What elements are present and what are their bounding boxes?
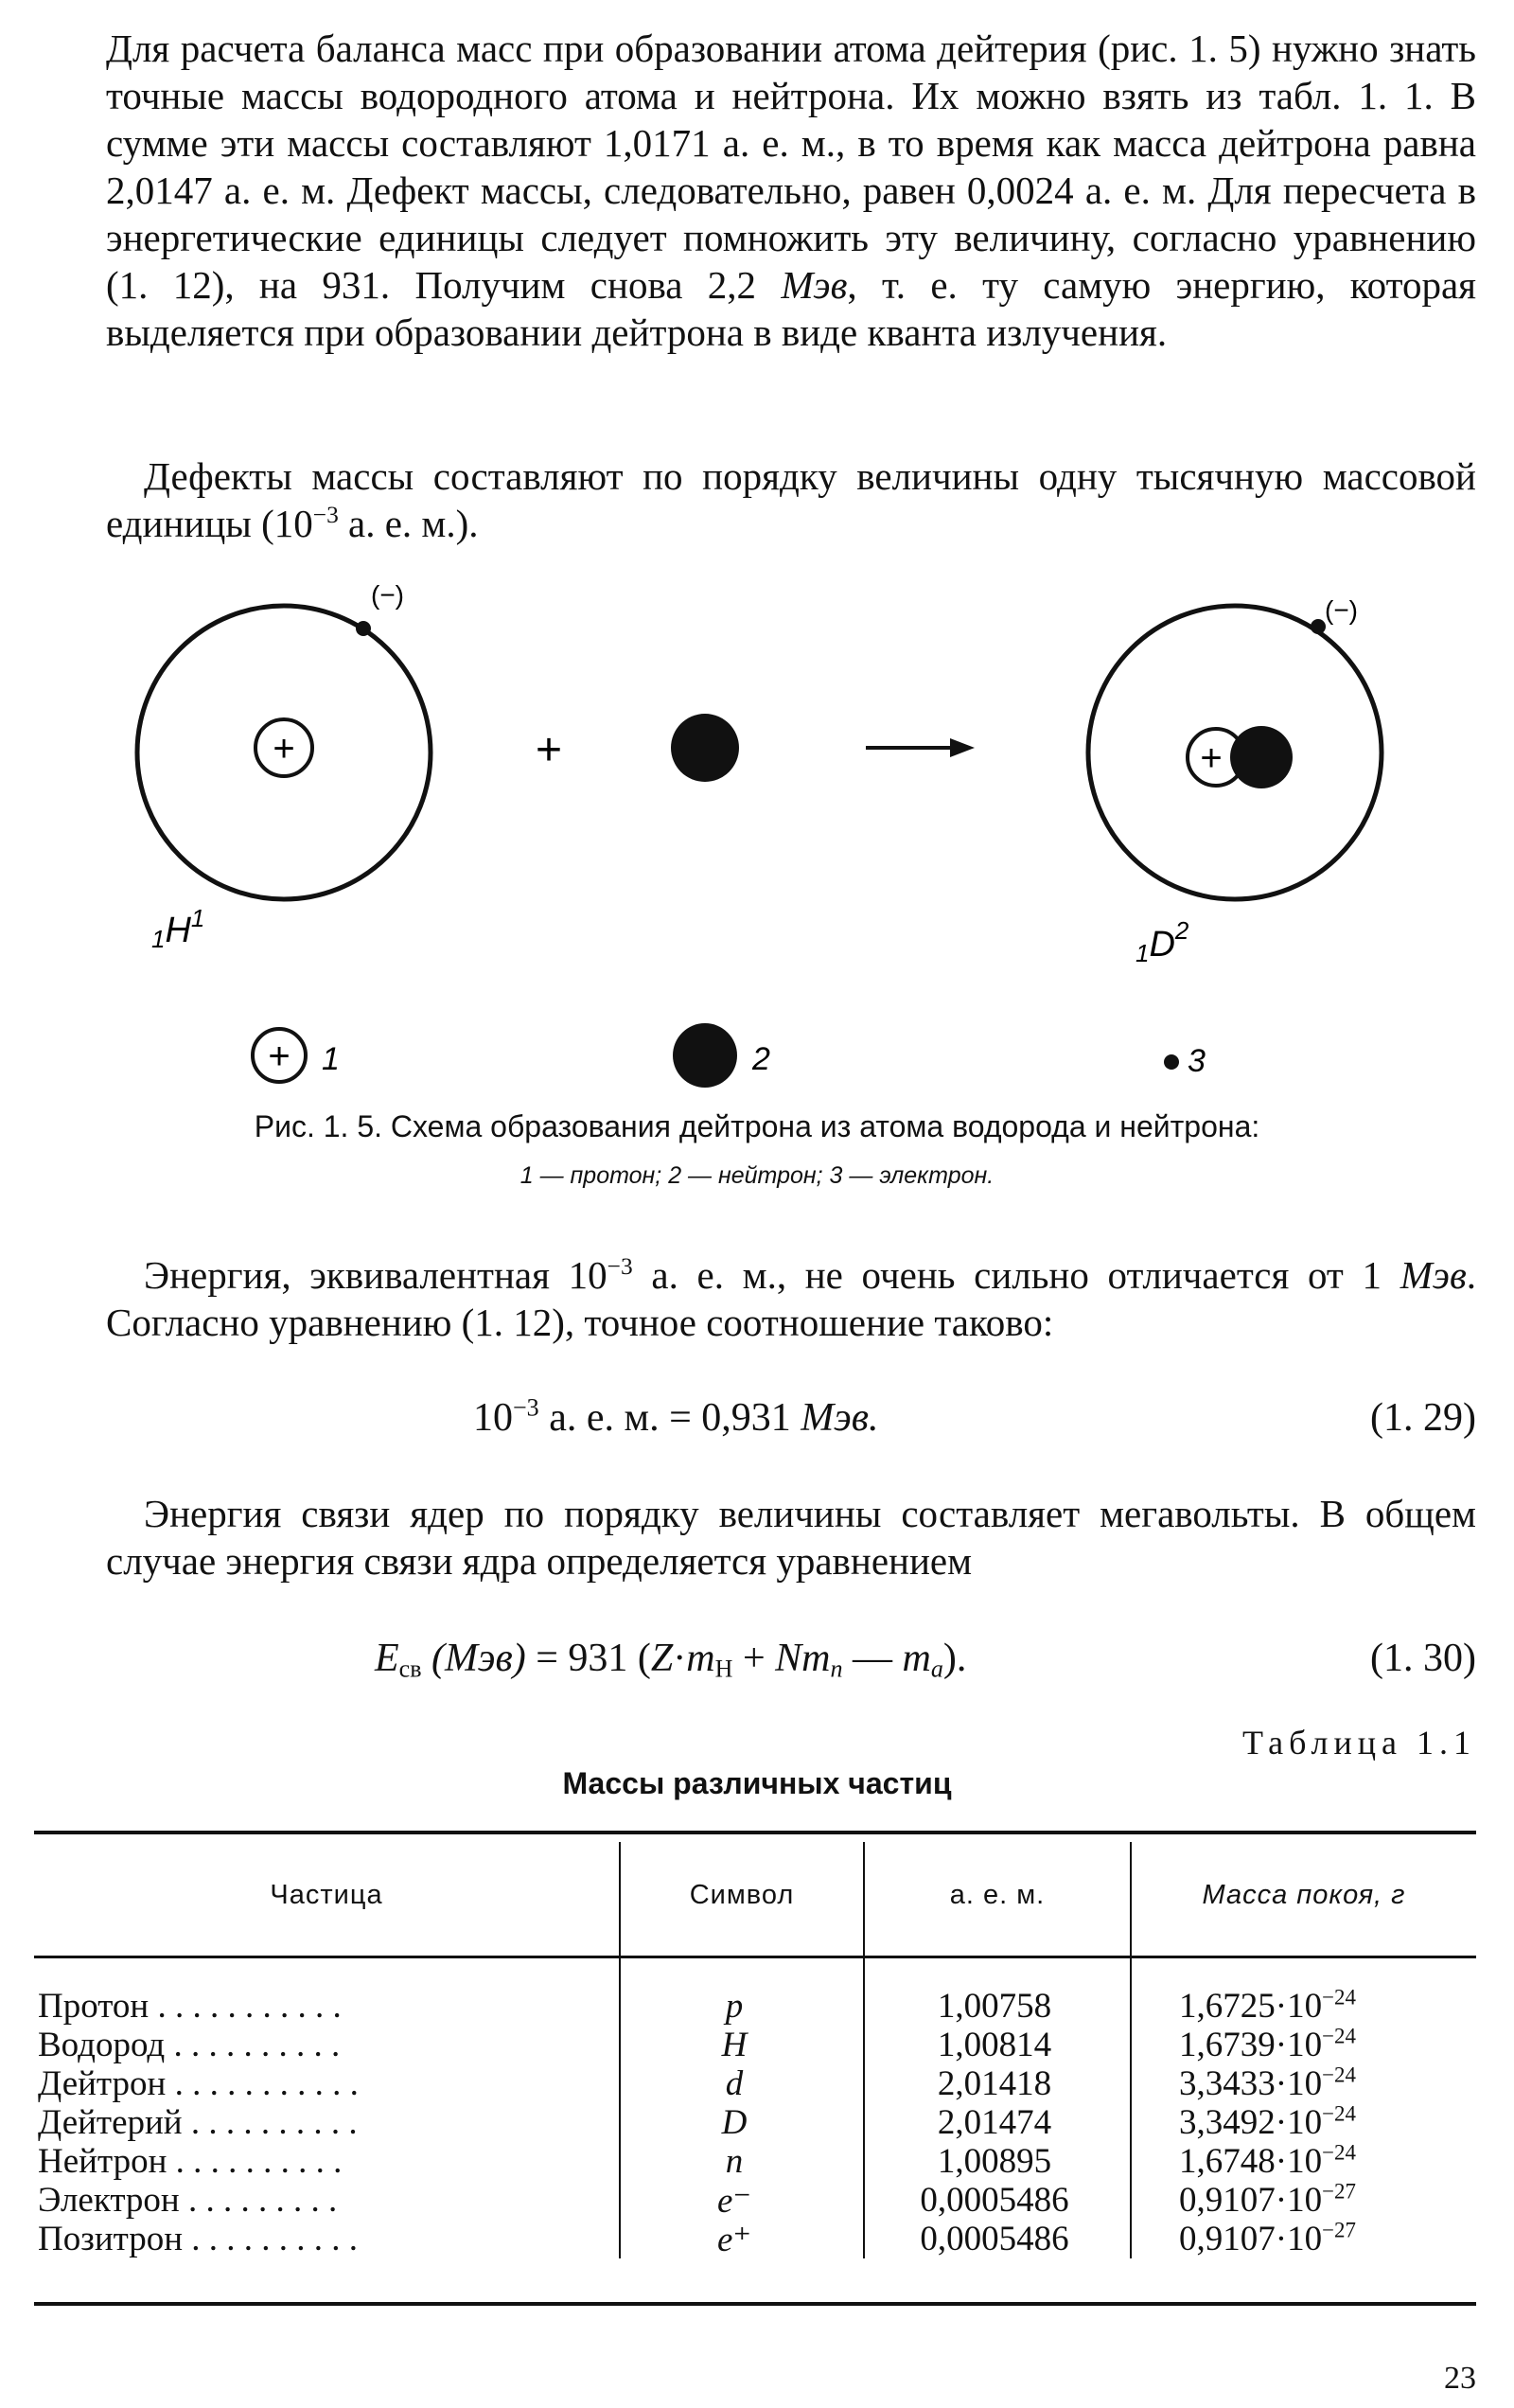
particle-name: Дейтерий . . . . . . . . . . [38, 2103, 358, 2142]
unit-mev: Мэв [1400, 1253, 1467, 1297]
particle-symbol: p [725, 1987, 744, 2026]
unit-mev: Мэв [781, 263, 848, 307]
paragraph-binding-energy [106, 1490, 1476, 1585]
equation-1-29: $10^{-3}$ а. е. м. = 0,931 Мэв. [473, 1393, 879, 1440]
equation-1-30: $E_{св}$ (Мэв) = 931 ($Z\cdot m_H + Nm_n$ — $m_a$). [375, 1637, 967, 1683]
paragraph-1-text: Для расчета баланса масс при образовании атома дейтерия (рис. 1. 5) нужно знать точные массы водородного атома и нейтрона. Их можно взять из табл. 1. 1. В сумме эти массы составляют 1,0171 а. е. м., в то время как масса дейтрона равна 2,0147 а. е. м. Дефект массы, следовательно, равен 0,0024 а. е. м. Для пересчета в энергетические единицы следует помножить эту величину, согласно уравнению (1. 12), на 931. Получим снова 2,2 [106, 27, 1476, 307]
table-row [34, 2063, 1476, 2101]
legend-neutron [673, 1023, 737, 1088]
paragraph-3-mid: а. е. м., не очень сильно отличается от 1 [632, 1253, 1400, 1297]
particle-rest-mass: $1,6725\cdot 10^{-24}$ [1179, 1985, 1356, 2026]
table-header-amu: а. е. м. [949, 1880, 1046, 1910]
particle-name: Нейтрон . . . . . . . . . . [38, 2142, 343, 2181]
particle-amu: 1,00758 [937, 1987, 1052, 2026]
particle-symbol: n [725, 2142, 744, 2181]
table-row [34, 2141, 1476, 2179]
particle-amu: 0,0005486 [920, 2220, 1069, 2258]
table-top-rule [34, 1831, 1476, 1834]
paragraph-deuterium-balance [106, 25, 1476, 356]
equation-number-1-29: (1. 29) [1370, 1396, 1476, 1440]
table-header-particle: Частица [270, 1880, 383, 1910]
legend-label-3: 3 [1188, 1043, 1206, 1079]
legend-label-1: 1 [322, 1041, 340, 1077]
particle-rest-mass: $1,6748\cdot 10^{-24}$ [1179, 2140, 1356, 2181]
paragraph-2-text: Дефекты массы составляют по порядку величины одну тысячную массовой единицы (10 [106, 454, 1476, 545]
particle-symbol: e⁻ [717, 2182, 751, 2221]
hydrogen-label: $1H^1$ [151, 904, 205, 953]
table-header-symbol: Символ [689, 1880, 795, 1910]
plus-operator: + [535, 725, 563, 775]
equation-number-1-30: (1. 30) [1370, 1637, 1476, 1680]
proton-plus: + [273, 728, 295, 770]
paragraph-3-end: . Согласно уравнению (1. 12), точное соотношение таково: [106, 1253, 1476, 1344]
electron-charge-label: (−) [371, 580, 404, 610]
legend-electron [1164, 1054, 1179, 1070]
table-row [34, 2102, 1476, 2140]
page-number: 23 [1444, 2361, 1476, 2396]
particle-amu: 0,0005486 [920, 2181, 1069, 2220]
deuterium-label: $1D^2$ [1136, 916, 1189, 967]
particle-symbol: e⁺ [717, 2221, 751, 2259]
paragraph-1-end: , т. е. ту самую энергию, которая выделяется при образовании дейтрона в виде кванта излучения. [106, 263, 1477, 354]
paragraph-4-text: Энергия связи ядер по порядку величины составляет мегавольты. В общем случае энергия связи ядра определяется уравнением [106, 1492, 1476, 1583]
particle-amu: 1,00895 [937, 2142, 1052, 2181]
particle-amu: 2,01474 [937, 2103, 1052, 2142]
arrow-head [950, 738, 975, 757]
particle-rest-mass: $3,3492\cdot 10^{-24}$ [1179, 2101, 1356, 2142]
figure-legend-caption: 1 — протон; 2 — нейтрон; 3 — электрон. [519, 1162, 995, 1189]
particle-symbol: d [725, 2064, 744, 2103]
electron-charge-label-d: (−) [1325, 595, 1358, 625]
particle-symbol: D [721, 2103, 748, 2142]
particle-rest-mass: $0,9107\cdot 10^{-27}$ [1179, 2179, 1356, 2220]
table-bottom-rule [34, 2302, 1476, 2306]
paragraph-mass-defects [106, 452, 1476, 547]
figure-caption: Рис. 1. 5. Схема образования дейтрона из атома водорода и нейтрона: [254, 1109, 1260, 1143]
table-title: Массы различных частиц [562, 1766, 952, 1800]
table-row [34, 1986, 1476, 2024]
particle-amu: 1,00814 [937, 2026, 1052, 2064]
exponent: −3 [607, 1252, 633, 1280]
particle-name: Водород . . . . . . . . . . [38, 2026, 341, 2064]
table-row [34, 2179, 1476, 2221]
table-header-rest-mass: Масса покоя, г [1202, 1880, 1406, 1910]
deuteron-neutron [1230, 726, 1293, 788]
legend-label-2: 2 [752, 1041, 770, 1077]
table-row [34, 2025, 1476, 2063]
figure-deuteron-formation [0, 577, 1514, 1107]
particle-name: Дейтрон . . . . . . . . . . . [38, 2064, 359, 2103]
paragraph-3-text: Энергия, эквивалентная 10 [144, 1253, 607, 1297]
exponent: −3 [312, 501, 339, 528]
paragraph-2-end: а. е. м.). [338, 502, 479, 545]
deuteron-plus: + [1200, 737, 1223, 779]
table-row [34, 2219, 1476, 2257]
particle-amu: 2,01418 [937, 2064, 1052, 2103]
table-header-rule [34, 1956, 1476, 1958]
particle-rest-mass: $3,3433\cdot 10^{-24}$ [1179, 2063, 1356, 2103]
particle-name: Электрон . . . . . . . . . [38, 2181, 338, 2220]
particle-name: Протон . . . . . . . . . . . [38, 1987, 342, 2026]
particle-name: Позитрон . . . . . . . . . . [38, 2220, 359, 2258]
electron-dot [356, 621, 371, 636]
particle-symbol: H [721, 2026, 748, 2064]
legend-proton-plus: + [268, 1036, 290, 1077]
particle-rest-mass: $1,6739\cdot 10^{-24}$ [1179, 2024, 1356, 2064]
table-label: Таблица 1.1 [1242, 1724, 1476, 1762]
neutron [671, 714, 739, 782]
electron-dot-d [1311, 619, 1326, 634]
particle-rest-mass: $0,9107\cdot 10^{-27}$ [1179, 2218, 1356, 2258]
paragraph-energy-equivalent [106, 1251, 1476, 1346]
